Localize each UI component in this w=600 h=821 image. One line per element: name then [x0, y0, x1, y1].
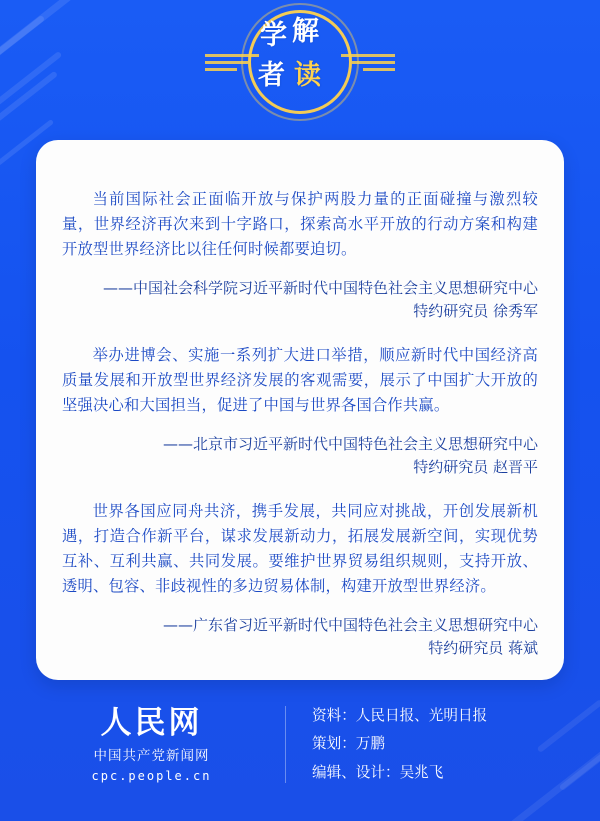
header [0, 0, 600, 122]
quote-block [62, 187, 538, 323]
quote-attribution [62, 614, 538, 661]
quote-attribution [62, 433, 538, 480]
quote-attribution-line1: ——中国社会科学院习近平新时代中国特色社会主义思想研究中心 [102, 278, 538, 297]
quote-text: 举办进博会、实施一系列扩大进口举措，顺应新时代中国经济高质量发展和开放型世界经济发展的客观需要，展示了中国扩大开放的坚强决心和大国担当，促进了中国与世界各国合作共赢。 [62, 346, 538, 414]
emblem-char-2: 解 [292, 16, 319, 47]
quote-attribution-line2: 特约研究员 赵晋平 [413, 458, 538, 477]
credit-source: 资料：人民日报、光明日报 [312, 707, 488, 724]
site-logo-name: 人民网 [100, 705, 203, 742]
quote-attribution-line1: ——广东省习近平新时代中国特色社会主义思想研究中心 [162, 615, 538, 634]
emblem-char-1: 学 [260, 20, 287, 51]
quote-attribution [62, 277, 538, 324]
site-logo-url: cpc.people.cn [91, 769, 212, 784]
quote-block [62, 499, 538, 660]
quote-block [62, 343, 538, 479]
quote-attribution-line2: 特约研究员 蒋斌 [428, 639, 538, 658]
credits [286, 702, 487, 787]
quote-attribution-line1: ——北京市习近平新时代中国特色社会主义思想研究中心 [162, 434, 538, 453]
credit-editor-design: 编辑、设计：吴兆飞 [312, 763, 444, 781]
site-logo[interactable] [36, 706, 286, 783]
quote-text: 当前国际社会正面临开放与保护两股力量的正面碰撞与激烈较量，世界经济再次来到十字路口，探索高水平开放的行动方案和构建开放型世界经济比以往任何时候都要迫切。 [62, 190, 538, 258]
quote-text: 世界各国应同舟共济，携手发展，共同应对挑战，开创发展新机遇，打造合作新平台，谋求发展新动力，拓展发展新空间，实现优势互补、互利共赢、共同发展。要维护世界贸易组织规则，支持开放、透明、包容、非歧视性的多边贸易体制，构建开放型世界经济。 [62, 502, 538, 595]
quote-attribution-line2: 特约研究员 徐秀军 [413, 302, 538, 321]
emblem-char-4: 读 [294, 60, 321, 91]
footer [0, 680, 600, 821]
emblem-badge [205, 8, 395, 116]
site-logo-subtitle: 中国共产党新闻网 [93, 748, 210, 765]
credit-planning: 策划：万鹏 [312, 735, 385, 753]
emblem-char-3: 者 [258, 60, 285, 91]
emblem-characters [254, 16, 346, 108]
quotes-card [36, 140, 564, 680]
